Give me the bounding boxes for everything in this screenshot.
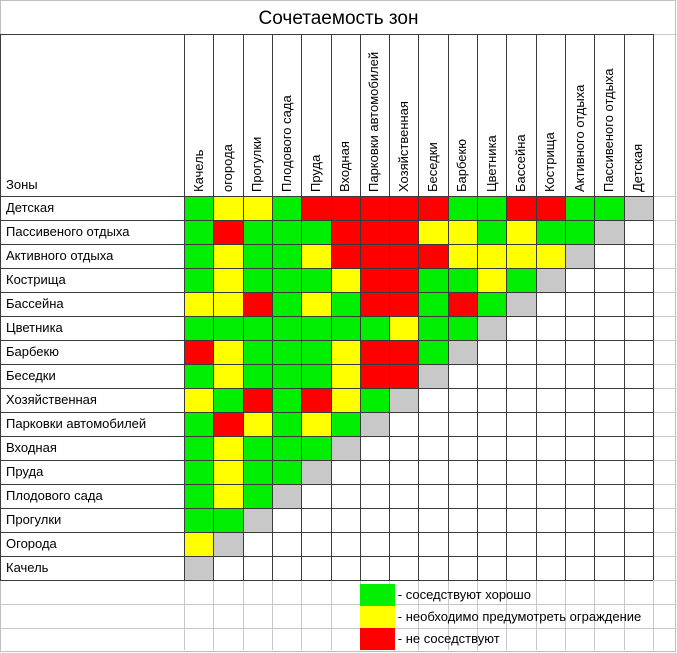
matrix-border-v: [624, 34, 625, 580]
cell-Активного отдыха-Прогулки: [243, 244, 272, 268]
cell-Цветника-Качель: [184, 316, 213, 340]
cell-Кострища-Кострища: [536, 268, 565, 292]
cell-Прогулки-Прогулки: [243, 508, 272, 532]
cell-Барбекю-Беседки: [418, 340, 448, 364]
cell-Плодового сада-Качель: [184, 484, 213, 508]
cell-Входная-Входная: [331, 436, 360, 460]
legend-label: - необходимо предумотреть ограждение: [397, 609, 642, 624]
matrix-border-v: [448, 34, 449, 580]
cell-Кострища-Пруда: [301, 268, 331, 292]
row-label: Пассивеного отдыха: [6, 224, 130, 239]
legend-label: - соседствуют хорошо: [397, 587, 531, 602]
matrix-border-h: [0, 364, 653, 365]
cell-Плодового сада-огорода: [213, 484, 243, 508]
cell-Огорода-огорода: [213, 532, 243, 556]
cell-Активного отдыха-Пруда: [301, 244, 331, 268]
matrix-border-v: [418, 34, 419, 580]
cell-Пассивеного отдыха-Бассейна: [506, 220, 536, 244]
cell-Кострища-Беседки: [418, 268, 448, 292]
column-label: Детская: [630, 143, 646, 192]
legend-swatch: [360, 628, 395, 650]
cell-Активного отдыха-Бассейна: [506, 244, 536, 268]
cell-Пруда-Качель: [184, 460, 213, 484]
legend-swatch: [360, 584, 395, 606]
cell-Активного отдыха-Беседки: [418, 244, 448, 268]
cell-Детская-Бассейна: [506, 196, 536, 220]
row-label: Огорода: [6, 536, 57, 551]
matrix-border-v: [213, 34, 214, 580]
cell-Кострища-Плодового сада: [272, 268, 301, 292]
matrix-border-h: [0, 436, 653, 437]
cell-Кострища-Парковки автомобилей: [360, 268, 389, 292]
cell-Детская-Хозяйственная: [389, 196, 418, 220]
matrix-border-v: [0, 34, 1, 580]
cell-Кострища-Цветника: [477, 268, 506, 292]
cell-Цветника-Хозяйственная: [389, 316, 418, 340]
cell-Плодового сада-Плодового сада: [272, 484, 301, 508]
cell-Беседки-огорода: [213, 364, 243, 388]
matrix-border-h: [0, 340, 653, 341]
matrix-border-h: [0, 532, 653, 533]
matrix-border-h: [0, 34, 653, 35]
cell-Пассивеного отдыха-Цветника: [477, 220, 506, 244]
matrix-border-h: [0, 196, 653, 197]
cell-Детская-Беседки: [418, 196, 448, 220]
cell-Входная-огорода: [213, 436, 243, 460]
column-label: Пруда: [307, 154, 323, 192]
cell-Цветника-Парковки автомобилей: [360, 316, 389, 340]
cell-Хозяйственная-Плодового сада: [272, 388, 301, 412]
matrix-border-v: [272, 34, 273, 580]
matrix-border-v: [653, 34, 654, 580]
column-label: Активного отдыха: [571, 84, 587, 192]
cell-Барбекю-Прогулки: [243, 340, 272, 364]
column-label: Качель: [190, 149, 206, 192]
cell-Беседки-Плодового сада: [272, 364, 301, 388]
cell-Парковки автомобилей-Прогулки: [243, 412, 272, 436]
cell-Пассивеного отдыха-Пассивеного отдыха: [594, 220, 624, 244]
gridline-h: [0, 604, 677, 605]
cell-Детская-Кострища: [536, 196, 565, 220]
cell-Детская-Качель: [184, 196, 213, 220]
cell-Детская-Цветника: [477, 196, 506, 220]
cell-Хозяйственная-Хозяйственная: [389, 388, 418, 412]
cell-Беседки-Парковки автомобилей: [360, 364, 389, 388]
cell-Цветника-Барбекю: [448, 316, 477, 340]
cell-Активного отдыха-Хозяйственная: [389, 244, 418, 268]
matrix-border-h: [0, 292, 653, 293]
cell-Парковки автомобилей-огорода: [213, 412, 243, 436]
cell-Детская-Активного отдыха: [565, 196, 594, 220]
legend-swatch: [360, 606, 395, 628]
cell-Цветника-Входная: [331, 316, 360, 340]
cell-Качель-Качель: [184, 556, 213, 580]
cell-Барбекю-Парковки автомобилей: [360, 340, 389, 364]
cell-Входная-Пруда: [301, 436, 331, 460]
matrix-border-v: [301, 34, 302, 580]
matrix-border-v: [477, 34, 478, 580]
column-label: Входная: [337, 141, 353, 192]
cell-Детская-Прогулки: [243, 196, 272, 220]
row-label: Бассейна: [6, 296, 64, 311]
matrix-border-v: [360, 34, 361, 580]
row-label: Хозяйственная: [6, 392, 97, 407]
matrix-border-v: [506, 34, 507, 580]
cell-Пассивеного отдыха-Барбекю: [448, 220, 477, 244]
row-label: Барбекю: [6, 344, 59, 359]
cell-Парковки автомобилей-Пруда: [301, 412, 331, 436]
cell-Бассейна-Пруда: [301, 292, 331, 316]
matrix-border-h: [0, 460, 653, 461]
cell-Пруда-огорода: [213, 460, 243, 484]
cell-Беседки-Беседки: [418, 364, 448, 388]
cell-Барбекю-Барбекю: [448, 340, 477, 364]
cell-Пассивеного отдыха-Качель: [184, 220, 213, 244]
cell-Пассивеного отдыха-Хозяйственная: [389, 220, 418, 244]
cell-Барбекю-Плодового сада: [272, 340, 301, 364]
cell-Пассивеного отдыха-Пруда: [301, 220, 331, 244]
cell-Пассивеного отдыха-Входная: [331, 220, 360, 244]
cell-Парковки автомобилей-Качель: [184, 412, 213, 436]
cell-Хозяйственная-Входная: [331, 388, 360, 412]
cell-Бассейна-Входная: [331, 292, 360, 316]
matrix-border-v: [594, 34, 595, 580]
matrix-border-v: [331, 34, 332, 580]
cell-Бассейна-Парковки автомобилей: [360, 292, 389, 316]
matrix-border-v: [565, 34, 566, 580]
cell-Активного отдыха-Цветника: [477, 244, 506, 268]
zones-axis-label: Зоны: [6, 177, 38, 192]
row-label: Плодового сада: [6, 488, 103, 503]
matrix-border-h: [0, 268, 653, 269]
cell-Активного отдыха-Парковки автомобилей: [360, 244, 389, 268]
cell-Барбекю-Хозяйственная: [389, 340, 418, 364]
cell-Пруда-Пруда: [301, 460, 331, 484]
cell-Пассивеного отдыха-Прогулки: [243, 220, 272, 244]
chart-title: Сочетаемость зон: [258, 8, 419, 29]
cell-Парковки автомобилей-Входная: [331, 412, 360, 436]
cell-Кострища-Барбекю: [448, 268, 477, 292]
cell-Пассивеного отдыха-Парковки автомобилей: [360, 220, 389, 244]
row-label: Кострища: [6, 272, 66, 287]
cell-Хозяйственная-Качель: [184, 388, 213, 412]
cell-Хозяйственная-Парковки автомобилей: [360, 388, 389, 412]
column-label: Бассейна: [512, 134, 528, 192]
column-label: огорода: [219, 144, 235, 192]
row-label: Пруда: [6, 464, 44, 479]
cell-Входная-Качель: [184, 436, 213, 460]
column-label: Пассивеного отдыха: [600, 68, 616, 192]
matrix-border-h: [0, 580, 653, 581]
row-label: Качель: [6, 560, 49, 575]
cell-Бассейна-Бассейна: [506, 292, 536, 316]
cell-Кострища-Входная: [331, 268, 360, 292]
cell-Беседки-Пруда: [301, 364, 331, 388]
column-label: Хозяйственная: [395, 101, 411, 192]
cell-Бассейна-Прогулки: [243, 292, 272, 316]
cell-Цветника-Беседки: [418, 316, 448, 340]
cell-Пруда-Плодового сада: [272, 460, 301, 484]
cell-Бассейна-Хозяйственная: [389, 292, 418, 316]
row-label: Входная: [6, 440, 57, 455]
column-label: Беседки: [425, 142, 441, 192]
column-label: Барбекю: [454, 139, 470, 192]
row-label: Цветника: [6, 320, 63, 335]
cell-Пассивеного отдыха-Активного отдыха: [565, 220, 594, 244]
row-label: Активного отдыха: [6, 248, 114, 263]
column-label: Прогулки: [249, 136, 265, 192]
cell-Барбекю-Качель: [184, 340, 213, 364]
matrix-border-h: [0, 316, 653, 317]
cell-Кострища-Качель: [184, 268, 213, 292]
cell-Кострища-Прогулки: [243, 268, 272, 292]
cell-Пассивеного отдыха-Беседки: [418, 220, 448, 244]
cell-Детская-Плодового сада: [272, 196, 301, 220]
cell-Бассейна-огорода: [213, 292, 243, 316]
cell-Беседки-Хозяйственная: [389, 364, 418, 388]
row-label: Парковки автомобилей: [6, 416, 147, 431]
cell-Бассейна-Беседки: [418, 292, 448, 316]
cell-Парковки автомобилей-Парковки автомобилей: [360, 412, 389, 436]
cell-Бассейна-Барбекю: [448, 292, 477, 316]
cell-Хозяйственная-огорода: [213, 388, 243, 412]
cell-Кострища-огорода: [213, 268, 243, 292]
cell-Цветника-Плодового сада: [272, 316, 301, 340]
cell-Парковки автомобилей-Плодового сада: [272, 412, 301, 436]
cell-Цветника-огорода: [213, 316, 243, 340]
cell-Беседки-Входная: [331, 364, 360, 388]
cell-Детская-огорода: [213, 196, 243, 220]
matrix-border-v: [184, 34, 185, 580]
cell-Плодового сада-Прогулки: [243, 484, 272, 508]
cell-Хозяйственная-Прогулки: [243, 388, 272, 412]
cell-Бассейна-Плодового сада: [272, 292, 301, 316]
cell-Огорода-Качель: [184, 532, 213, 556]
matrix-border-h: [0, 388, 653, 389]
cell-Входная-Плодового сада: [272, 436, 301, 460]
cell-Пруда-Прогулки: [243, 460, 272, 484]
cell-Пассивеного отдыха-огорода: [213, 220, 243, 244]
cell-Барбекю-Входная: [331, 340, 360, 364]
row-label: Детская: [6, 200, 55, 215]
cell-Барбекю-Пруда: [301, 340, 331, 364]
cell-Входная-Прогулки: [243, 436, 272, 460]
cell-Барбекю-огорода: [213, 340, 243, 364]
cell-Прогулки-огорода: [213, 508, 243, 532]
cell-Детская-Пруда: [301, 196, 331, 220]
cell-Цветника-Пруда: [301, 316, 331, 340]
cell-Детская-Пассивеного отдыха: [594, 196, 624, 220]
cell-Активного отдыха-Качель: [184, 244, 213, 268]
cell-Детская-Барбекю: [448, 196, 477, 220]
cell-Прогулки-Качель: [184, 508, 213, 532]
matrix-border-v: [389, 34, 390, 580]
column-label: Кострища: [542, 132, 558, 192]
legend-label: - не соседствуют: [397, 631, 500, 646]
cell-Цветника-Цветника: [477, 316, 506, 340]
cell-Хозяйственная-Пруда: [301, 388, 331, 412]
matrix-border-v: [243, 34, 244, 580]
cell-Активного отдыха-Барбекю: [448, 244, 477, 268]
matrix-border-h: [0, 508, 653, 509]
cell-Бассейна-Цветника: [477, 292, 506, 316]
row-label: Беседки: [6, 368, 56, 383]
cell-Беседки-Прогулки: [243, 364, 272, 388]
column-label: Плодового сада: [278, 95, 294, 192]
cell-Бассейна-Качель: [184, 292, 213, 316]
column-label: Цветника: [483, 135, 499, 192]
cell-Пассивеного отдыха-Плодового сада: [272, 220, 301, 244]
row-label: Прогулки: [6, 512, 62, 527]
matrix-border-h: [0, 556, 653, 557]
cell-Активного отдыха-Активного отдыха: [565, 244, 594, 268]
cell-Детская-Входная: [331, 196, 360, 220]
cell-Беседки-Качель: [184, 364, 213, 388]
cell-Активного отдыха-Плодового сада: [272, 244, 301, 268]
cell-Цветника-Прогулки: [243, 316, 272, 340]
cell-Активного отдыха-Кострища: [536, 244, 565, 268]
cell-Активного отдыха-Входная: [331, 244, 360, 268]
gridline-h: [0, 628, 677, 629]
column-label: Парковки автомобилей: [366, 51, 382, 192]
cell-Активного отдыха-огорода: [213, 244, 243, 268]
cell-Кострища-Бассейна: [506, 268, 536, 292]
cell-Детская-Детская: [624, 196, 653, 220]
cell-Кострища-Хозяйственная: [389, 268, 418, 292]
matrix-border-v: [536, 34, 537, 580]
cell-Детская-Парковки автомобилей: [360, 196, 389, 220]
cell-Пассивеного отдыха-Кострища: [536, 220, 565, 244]
